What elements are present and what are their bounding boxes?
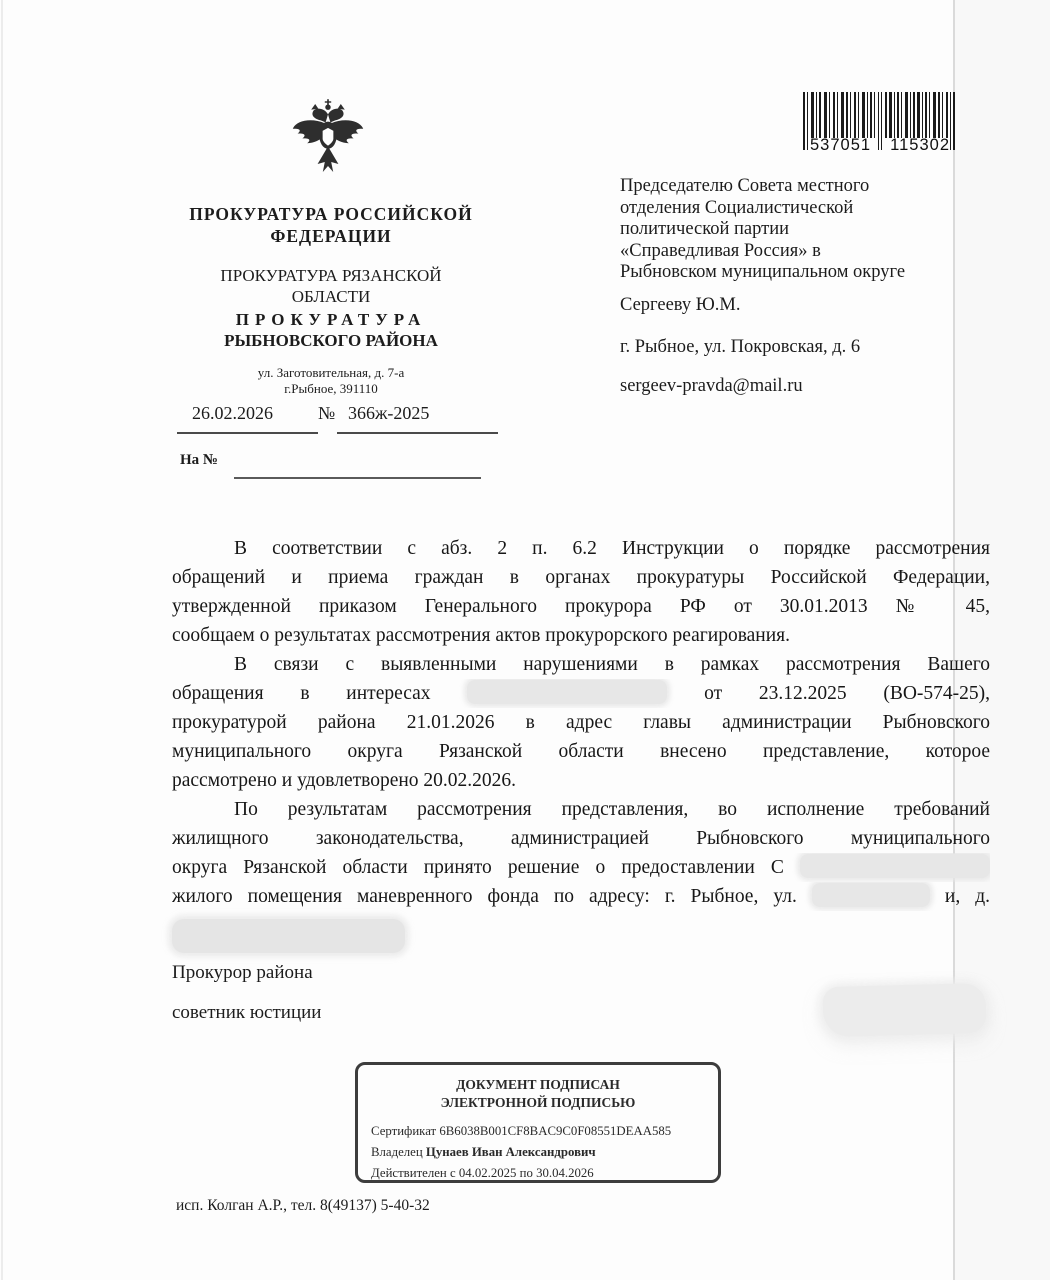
- body-line: [172, 911, 990, 951]
- redaction-box: [812, 883, 930, 907]
- stamp-certificate-label: Сертификат: [371, 1124, 437, 1138]
- body-text: и, д.: [944, 886, 990, 907]
- body-text: жилого помещения маневренного фонда по адресу: г. Рыбное, ул.: [172, 886, 797, 907]
- body-line: утвержденной приказом Генерального прокурора РФ от 30.01.2013 № 45,: [172, 596, 990, 617]
- barcode-digits: [800, 136, 960, 155]
- body-line: муниципального округа Рязанской области внесено представление, которое: [172, 741, 990, 762]
- org-name-federation-line2: ФЕДЕРАЦИИ: [270, 226, 392, 246]
- number-underline: [337, 432, 498, 434]
- signer-title-line2: советник юстиции: [172, 1002, 322, 1023]
- org-address-line2: г.Рыбное, 391110: [284, 381, 378, 396]
- recipient-line: отделения Социалистической: [620, 197, 854, 218]
- org-name-region-line2: ОБЛАСТИ: [291, 287, 371, 306]
- org-name-region-line1: ПРОКУРАТУРА РЯЗАНСКОЙ: [220, 266, 442, 285]
- recipient-block: [620, 176, 992, 398]
- org-address-line1: ул. Заготовительная, д. 7-а: [257, 365, 405, 380]
- recipient-line: политической партии: [620, 219, 790, 240]
- redaction-box: [172, 919, 405, 953]
- org-name-federation-line1: ПРОКУРАТУРА РОССИЙСКОЙ: [189, 204, 473, 224]
- stamp-title-line2: ЭЛЕКТРОННОЙ ПОДПИСЬЮ: [440, 1094, 636, 1110]
- body-line: [172, 853, 990, 882]
- barcode-digits-right: 115302: [890, 136, 950, 154]
- body-line: сообщаем о результатах рассмотрения актов прокурорского реагирования.: [172, 625, 791, 646]
- scan-left-edge: [1, 0, 3, 1280]
- body-line: рассмотрено и удовлетворено 20.02.2026.: [172, 770, 517, 791]
- signature-redaction-smudge: [822, 983, 986, 1037]
- recipient-line: Рыбновском муниципальном округе: [620, 262, 906, 283]
- body-line: В связи с выявленными нарушениями в рамках рассмотрения Вашего: [234, 654, 990, 675]
- body-line: [172, 679, 990, 708]
- recipient-address: г. Рыбное, ул. Покровская, д. 6: [620, 336, 861, 357]
- document-number: 366ж-2025: [348, 403, 430, 423]
- stamp-title-line1: ДОКУМЕНТ ПОДПИСАН: [456, 1077, 620, 1092]
- org-name-district-line1: ПРОКУРАТУРА: [235, 310, 427, 329]
- letter-body: [172, 534, 990, 951]
- signer-title-line1: Прокурор района: [172, 962, 313, 983]
- reference-underline: [234, 477, 481, 479]
- body-line: прокуратурой района 21.01.2026 в адрес главы администрации Рыбновского: [172, 712, 990, 733]
- body-line: обращений и приема граждан в органах прокуратуры Российской Федерации,: [172, 567, 990, 588]
- body-text: обращения в интересах: [172, 683, 431, 704]
- electronic-signature-stamp: [355, 1062, 721, 1183]
- stamp-certificate-value: 6B6038B001CF8BAC9C0F08551DEAA585: [439, 1124, 672, 1138]
- org-name-district-line2: РЫБНОВСКОГО РАЙОНА: [224, 331, 438, 350]
- body-text: округа Рязанской области принято решение о предоставлении С: [172, 857, 784, 878]
- body-text: от 23.12.2025 (ВО-574-25),: [704, 683, 990, 704]
- body-line: В соответствии с абз. 2 п. 6.2 Инструкции о порядке рассмотрения: [234, 538, 990, 559]
- recipient-email: sergeev-pravda@mail.ru: [620, 376, 803, 397]
- recipient-name: Сергееву Ю.М.: [620, 294, 741, 315]
- date-underline: [177, 432, 318, 434]
- reference-label: На №: [180, 452, 218, 468]
- document-date: 26.02.2026: [192, 403, 273, 423]
- number-sign: №: [318, 403, 336, 423]
- recipient-line: Председателю Совета местного: [620, 176, 870, 196]
- redaction-box: [800, 854, 990, 878]
- body-line: [172, 882, 990, 911]
- stamp-owner-line: [371, 1142, 718, 1163]
- coat-of-arms-russia-icon: [288, 96, 368, 184]
- stamp-owner-value: Цунаев Иван Александрович: [425, 1145, 596, 1159]
- stamp-certificate-line: [371, 1121, 718, 1142]
- stamp-owner-label: Владелец: [371, 1145, 423, 1159]
- stamp-validity-line: Действителен с 04.02.2025 по 30.04.2026: [371, 1166, 594, 1180]
- body-line: жилищного законодательства, администрацией Рыбновского муниципального: [172, 828, 990, 849]
- body-line: По результатам рассмотрения представления, во исполнение требований: [234, 799, 990, 820]
- recipient-line: «Справедливая Россия» в: [620, 240, 821, 261]
- redaction-box: [467, 680, 667, 704]
- org-header: [150, 203, 512, 397]
- barcode-digits-left: 537051: [810, 136, 872, 154]
- executor-line: исп. Колган А.Р., тел. 8(49137) 5-40-32: [176, 1197, 430, 1214]
